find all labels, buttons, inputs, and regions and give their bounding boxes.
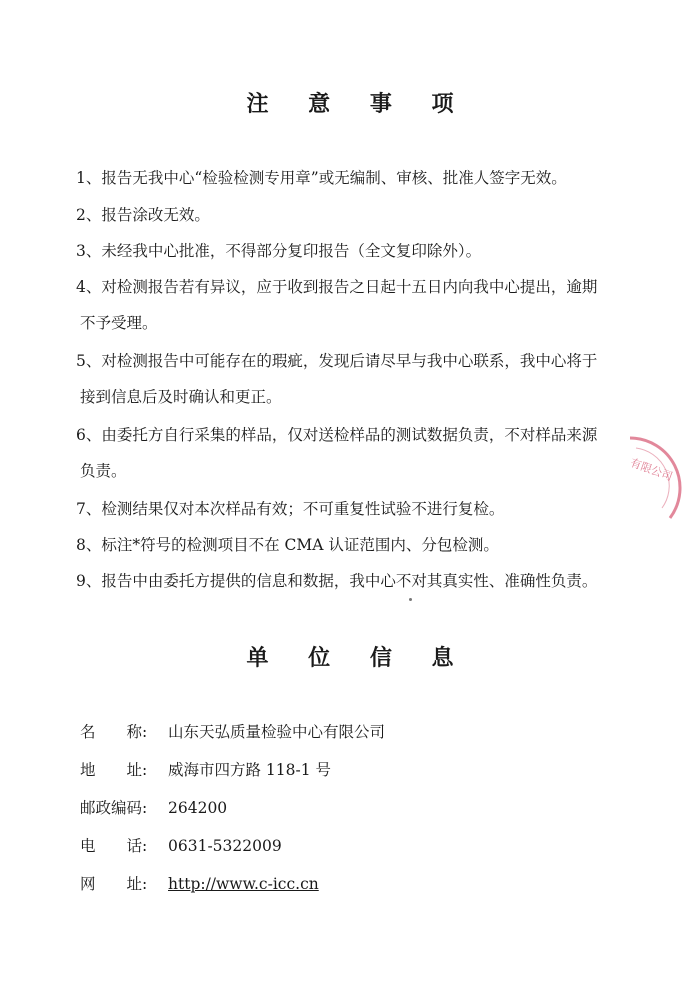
notice-item-6 (76, 417, 661, 489)
unit-phone-value: 0631-5322009 (168, 837, 282, 855)
notice-heading: 注 意 事 项 (246, 92, 470, 117)
notice-item-1 (76, 160, 661, 196)
unit-address-row (80, 758, 331, 782)
notice-item-text: 未经我中心批准，不得部分复印报告（全文复印除外）。 (101, 242, 482, 260)
notice-item-9 (76, 563, 661, 599)
notice-item-number: 1、 (76, 169, 102, 187)
notice-item-continuation: 接到信息后及时确认和更正。 (80, 388, 282, 406)
unit-postcode-label: 邮政编码: (80, 799, 148, 817)
notice-item-text: 由委托方自行采集的样品，仅对送检样品的测试数据负责，不对样品来源 (101, 426, 598, 444)
notice-item-number: 2、 (76, 206, 102, 224)
notice-item-number: 9、 (76, 572, 102, 590)
notice-item-number: 3、 (76, 242, 102, 260)
unit-phone-label: 电 话: (80, 837, 148, 855)
unit-website-link[interactable]: http://www.c-icc.cn (168, 875, 319, 893)
official-seal-partial (600, 430, 700, 530)
notice-item-text: 报告涂改无效。 (101, 206, 210, 224)
unit-info-heading: 单 位 信 息 (246, 646, 470, 671)
unit-name-label: 名 称: (80, 723, 148, 741)
notice-item-continuation: 负责。 (80, 462, 127, 480)
notice-item-text: 报告中由委托方提供的信息和数据，我中心不对其真实性、准确性负责。 (101, 572, 598, 590)
seal-lettering: 有限公司 (628, 456, 675, 484)
notice-item-text: 检测结果仅对本次样品有效；不可重复性试验不进行复检。 (101, 500, 505, 518)
notice-item-2 (76, 197, 661, 233)
unit-phone-row (80, 834, 282, 858)
notice-item-number: 4、 (76, 278, 102, 296)
notice-item-number: 5、 (76, 352, 102, 370)
unit-postcode-row (80, 796, 227, 820)
unit-address-value: 威海市四方路 118-1 号 (168, 761, 332, 779)
notice-item-7 (76, 491, 661, 527)
unit-website-label: 网 址: (80, 875, 148, 893)
notice-item-continuation: 不予受理。 (80, 314, 158, 332)
notice-item-8 (76, 527, 661, 563)
notice-item-text: 标注*符号的检测项目不在 CMA 认证范围内、分包检测。 (101, 536, 499, 554)
unit-name-value: 山东天弘质量检验中心有限公司 (168, 723, 386, 741)
scan-speck (409, 598, 412, 601)
notice-item-number: 8、 (76, 536, 102, 554)
notice-item-number: 7、 (76, 500, 102, 518)
unit-name-row (80, 720, 385, 744)
unit-postcode-value: 264200 (168, 799, 228, 817)
notice-item-text: 对检测报告中可能存在的瑕疵，发现后请尽早与我中心联系，我中心将于 (101, 352, 598, 370)
notice-item-number: 6、 (76, 426, 102, 444)
notice-item-4 (76, 269, 661, 341)
notice-item-text: 报告无我中心“检验检测专用章”或无编制、审核、批准人签字无效。 (101, 169, 567, 187)
notice-item-text: 对检测报告若有异议，应于收到报告之日起十五日内向我中心提出，逾期 (101, 278, 598, 296)
unit-address-label: 地 址: (80, 761, 148, 779)
unit-website-row (80, 872, 319, 896)
notice-item-3 (76, 233, 661, 269)
notice-item-5 (76, 343, 661, 415)
